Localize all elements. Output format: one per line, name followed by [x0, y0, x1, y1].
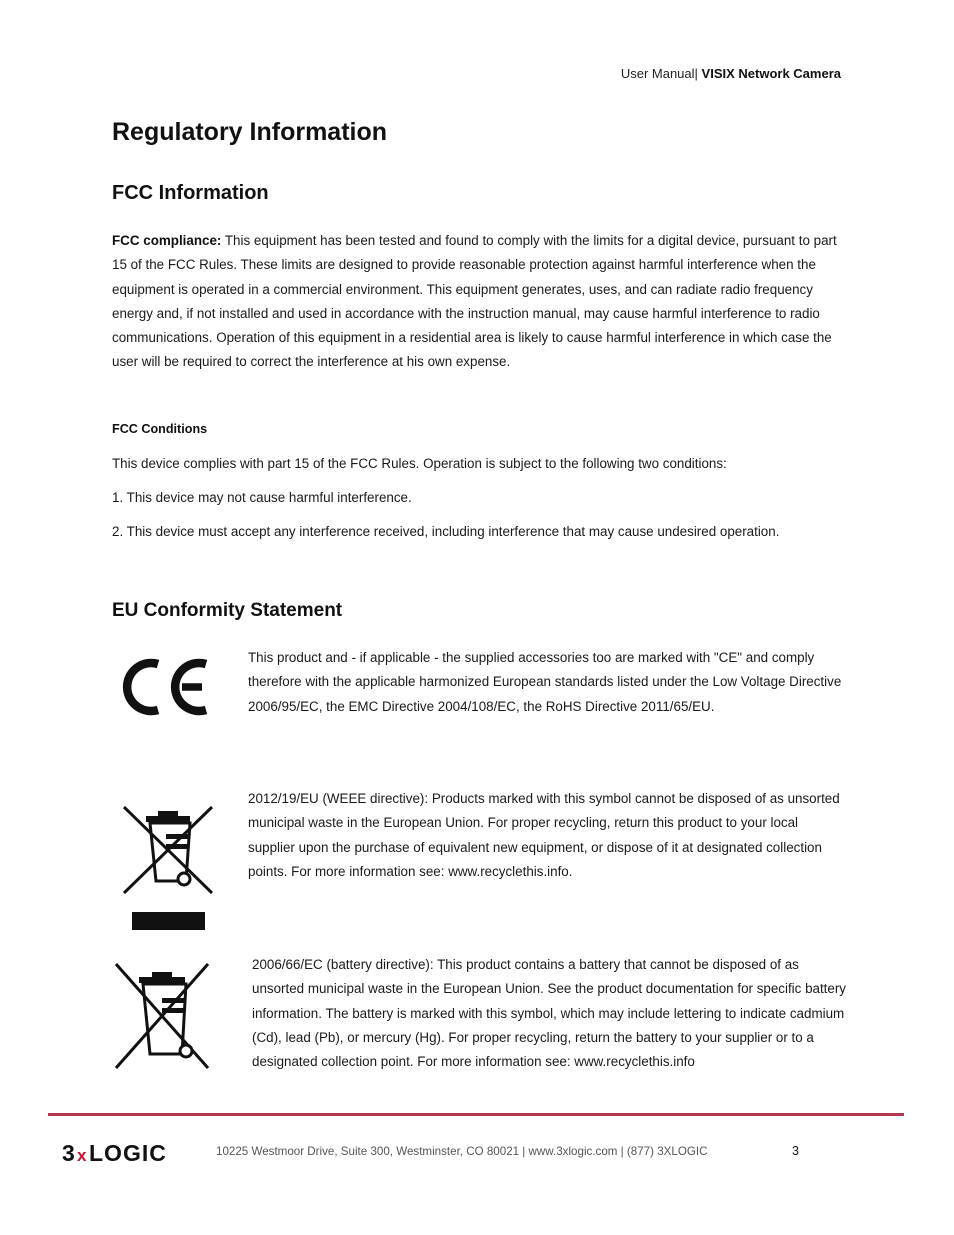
ce-mark-icon [120, 655, 212, 719]
fcc-conditions-heading: FCC Conditions [112, 422, 208, 436]
footer-rule [48, 1113, 904, 1116]
fcc-compliance-label: FCC compliance: [112, 233, 222, 248]
manual-label: User Manual [620, 66, 695, 81]
ce-text: This product and - if applicable - the supplied accessories too are marked with "CE" and comply therefore with the applicable harmonized European standards listed under the Low Voltage Directive 2006/95/EC, the EMC Directive 2004/108/EC, the RoHS Directive 2011/65/EU. [248, 650, 842, 714]
fcc-heading: FCC Information [112, 182, 269, 204]
battery-text: 2006/66/EC (battery directive): This product contains a battery that cannot be disposed of as unsorted municipal waste in the European Union. See the product documentation for specific battery information. The battery is marked with this symbol, which may include lettering to indicate cadmium (Cd), lead (Pb), or mercury (Hg). For proper recycling, return the battery to your supplier or to a designated collection point. For more information see: www.recyclethis.info [252, 957, 847, 1070]
svg-text:x: x [77, 1146, 87, 1165]
eu-heading: EU Conformity Statement [112, 600, 343, 621]
page-number: 3 [792, 1144, 799, 1158]
header-separator: | [694, 66, 698, 81]
3xlogic-logo [62, 1140, 194, 1166]
weee-crossed-bin-icon [118, 803, 218, 935]
product-name: VISIX Network Camera [701, 66, 841, 81]
footer-address: 10225 Westmoor Drive, Suite 300, Westminster, CO 80021 | www.3xlogic.com | (877) 3XLOGIC [216, 1145, 708, 1158]
page-title: Regulatory Information [112, 118, 388, 146]
fcc-compliance-text: This equipment has been tested and found to comply with the limits for a digital device, pursuant to part 15 of the FCC Rules. These limits are designed to provide reasonable protection against harmful interference when the equipment is operated in a commercial environment. This equipment generates, uses, and can radiate radio frequency energy and, if not installed and used in accordance with the instruction manual, may cause harmful interference to radio communications. Operation of this equipment in a residential area is likely to cause harmful interference in which case the user will be required to correct the interference at his own expense. [112, 233, 837, 370]
running-header [621, 66, 841, 81]
fcc-compliance-paragraph [112, 229, 842, 375]
fcc-conditions-intro: This device complies with part 15 of the FCC Rules. Operation is subject to the following two conditions: [112, 456, 727, 471]
battery-crossed-bin-icon [112, 960, 212, 1072]
svg-text:LOGIC: LOGIC [89, 1140, 167, 1166]
weee-text: 2012/19/EU (WEEE directive): Products marked with this symbol cannot be disposed of as unsorted municipal waste in the European Union. For proper recycling, return this product to your local supplier upon the purchase of equivalent new equipment, or dispose of it at designated collection points. For more information see: www.recyclethis.info. [248, 791, 840, 879]
svg-text:3: 3 [62, 1140, 75, 1166]
fcc-condition-1: 1. This device may not cause harmful interference. [112, 490, 412, 505]
fcc-condition-2: 2. This device must accept any interference received, including interference that may cause undesired operation. [112, 524, 780, 539]
